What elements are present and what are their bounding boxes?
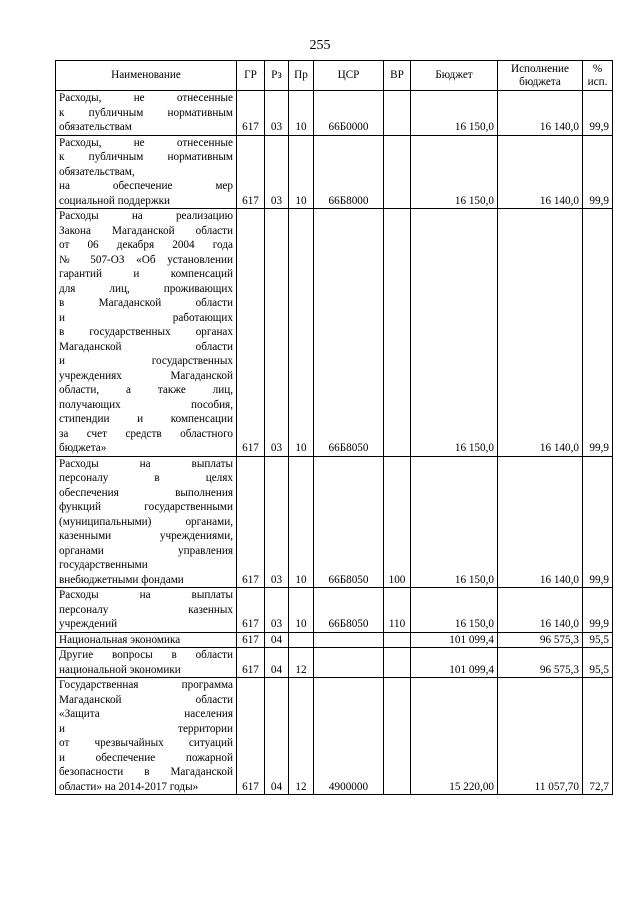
row-gr: 617 (237, 91, 265, 136)
row-execution: 16 140,0 (498, 456, 583, 588)
row-gr: 617 (237, 135, 265, 209)
row-pr: 12 (289, 678, 314, 795)
row-name-line: Национальная экономика (59, 633, 181, 646)
row-execution: 16 140,0 (498, 91, 583, 136)
row-name-line: Расходы, не отнесенные (59, 92, 233, 104)
row-percent: 99,9 (583, 209, 613, 457)
row-pr: 10 (289, 456, 314, 588)
row-name (56, 648, 237, 678)
row-name-line: Расходы на выплаты (59, 457, 233, 470)
header-percent: % исп. (583, 61, 613, 91)
row-name-line: области» на 2014-2017 годы» (59, 780, 199, 793)
row-gr: 617 (237, 632, 265, 648)
row-name-line: к публичным нормативным (59, 106, 233, 119)
row-percent: 99,9 (583, 91, 613, 136)
row-name-line: безопасности в Магаданской (59, 766, 233, 778)
row-rz: 03 (265, 588, 289, 633)
row-rz: 04 (265, 678, 289, 795)
table-row (56, 91, 613, 136)
row-budget: 16 150,0 (411, 456, 498, 588)
row-csr: 66Б8050 (314, 588, 384, 633)
header-csr: ЦСР (314, 61, 384, 91)
row-name (56, 91, 237, 136)
row-execution: 16 140,0 (498, 588, 583, 633)
row-rz: 04 (265, 648, 289, 678)
row-name-line: органами управления (59, 544, 233, 557)
row-name-line: в Магаданской области (59, 297, 233, 309)
table-body (56, 91, 613, 795)
row-rz: 03 (265, 456, 289, 588)
row-gr: 617 (237, 588, 265, 633)
header-execution: Исполнение бюджета (498, 61, 583, 91)
row-name-line: и работающих (59, 311, 233, 324)
row-name-line: персоналу казенных (59, 603, 233, 616)
row-name-line: обеспечения выполнения (59, 486, 233, 499)
row-budget: 16 150,0 (411, 209, 498, 457)
row-name (56, 456, 237, 588)
row-name (56, 135, 237, 209)
table-row (56, 588, 613, 633)
row-name-line: бюджета» (59, 442, 107, 454)
row-budget: 16 150,0 (411, 588, 498, 633)
row-rz: 03 (265, 209, 289, 457)
row-gr: 617 (237, 209, 265, 457)
row-gr: 617 (237, 678, 265, 795)
table-header-row (56, 61, 613, 91)
row-csr: 4900000 (314, 678, 384, 795)
row-rz: 03 (265, 91, 289, 136)
budget-table (55, 60, 613, 795)
row-name (56, 209, 237, 457)
row-execution: 11 057,70 (498, 678, 583, 795)
row-csr: 66Б8000 (314, 135, 384, 209)
table-row (56, 456, 613, 588)
row-name-line: и территории (59, 722, 233, 735)
row-name-line: функций государственными (59, 501, 233, 513)
row-name (56, 678, 237, 795)
row-vr (384, 632, 411, 648)
row-pr: 10 (289, 588, 314, 633)
row-execution: 16 140,0 (498, 135, 583, 209)
row-percent: 95,5 (583, 632, 613, 648)
row-pr: 10 (289, 209, 314, 457)
row-gr: 617 (237, 648, 265, 678)
row-budget: 101 099,4 (411, 648, 498, 678)
header-rz: Рз (265, 61, 289, 91)
row-name-line: от чрезвычайных ситуаций (59, 737, 233, 749)
row-name-line: и обеспечение пожарной (59, 751, 233, 764)
row-name-line: Расходы, не отнесенные (59, 136, 233, 149)
row-vr: 110 (384, 588, 411, 633)
row-name-line: Закона Магаданской области (59, 224, 233, 237)
row-name-line: учреждений (59, 618, 118, 630)
header-vr: ВР (384, 61, 411, 91)
row-budget: 16 150,0 (411, 135, 498, 209)
row-name-line: Государственная программа (59, 679, 233, 691)
table-row (56, 678, 613, 795)
row-name-line: в государственных органах (59, 326, 233, 338)
header-gr: ГР (237, 61, 265, 91)
row-pr: 12 (289, 648, 314, 678)
header-name: Наименование (56, 61, 237, 91)
row-csr: 66Б8050 (314, 209, 384, 457)
row-gr: 617 (237, 456, 265, 588)
row-percent: 99,9 (583, 135, 613, 209)
table-row (56, 135, 613, 209)
row-vr (384, 91, 411, 136)
row-name-line: учреждениях Магаданской (59, 369, 233, 382)
row-name-line: Магаданской области (59, 340, 233, 353)
row-csr (314, 648, 384, 678)
row-pr: 10 (289, 135, 314, 209)
row-budget: 16 150,0 (411, 91, 498, 136)
row-name-line: национальной экономики (59, 663, 181, 676)
page-number: 255 (309, 38, 331, 53)
row-execution: 96 575,3 (498, 632, 583, 648)
table-row (56, 648, 613, 678)
row-vr (384, 135, 411, 209)
row-name-line: персоналу в целях (59, 472, 233, 484)
table-row (56, 209, 613, 457)
row-name-line: казенными учреждениями, (59, 530, 233, 542)
row-csr: 66Б8050 (314, 456, 384, 588)
row-vr (384, 648, 411, 678)
row-percent: 95,5 (583, 648, 613, 678)
row-name-line: обязательствам, (59, 165, 135, 178)
row-execution: 16 140,0 (498, 209, 583, 457)
row-budget: 101 099,4 (411, 632, 498, 648)
row-pr (289, 632, 314, 648)
row-rz: 03 (265, 135, 289, 209)
row-csr (314, 632, 384, 648)
row-name-line: «Защита населения (59, 708, 233, 720)
row-name-line: от 06 декабря 2004 года (59, 239, 233, 251)
row-name-line: Расходы на реализацию (59, 210, 233, 222)
row-name-line: области, а также лиц, (59, 384, 233, 396)
row-name (56, 632, 237, 648)
row-name-line: на обеспечение мер (59, 180, 233, 192)
row-name-line: социальной поддержки (59, 194, 171, 207)
row-name-line: к публичным нормативным (59, 151, 233, 163)
row-name-line: стипендии и компенсации (59, 413, 233, 425)
row-vr (384, 209, 411, 457)
row-csr: 66Б0000 (314, 91, 384, 136)
header-pr: Пр (289, 61, 314, 91)
row-rz: 04 (265, 632, 289, 648)
row-name-line: гарантий и компенсаций (59, 268, 233, 280)
row-name-line: (муниципальными) органами, (59, 515, 233, 528)
row-name-line: и государственных (59, 355, 233, 367)
row-name-line: государственными (59, 559, 148, 571)
row-percent: 99,9 (583, 588, 613, 633)
row-percent: 99,9 (583, 456, 613, 588)
row-name-line: внебюджетными фондами (59, 573, 184, 586)
table-row (56, 632, 613, 648)
row-name-line: за счет средств областного (59, 427, 233, 440)
row-name-line: получающих пособия, (59, 398, 233, 411)
row-vr: 100 (384, 456, 411, 588)
row-name-line: Магаданской области (59, 693, 233, 706)
row-percent: 72,7 (583, 678, 613, 795)
row-pr: 10 (289, 91, 314, 136)
row-name-line: Расходы на выплаты (59, 589, 233, 601)
header-budget: Бюджет (411, 61, 498, 91)
row-name (56, 588, 237, 633)
row-execution: 96 575,3 (498, 648, 583, 678)
row-name-line: для лиц, проживающих (59, 282, 233, 295)
row-name-line: обязательствам (59, 121, 132, 133)
row-name-line: № 507-ОЗ «Об установлении (59, 253, 233, 266)
row-vr (384, 678, 411, 795)
row-name-line: Другие вопросы в области (59, 649, 233, 661)
row-budget: 15 220,00 (411, 678, 498, 795)
